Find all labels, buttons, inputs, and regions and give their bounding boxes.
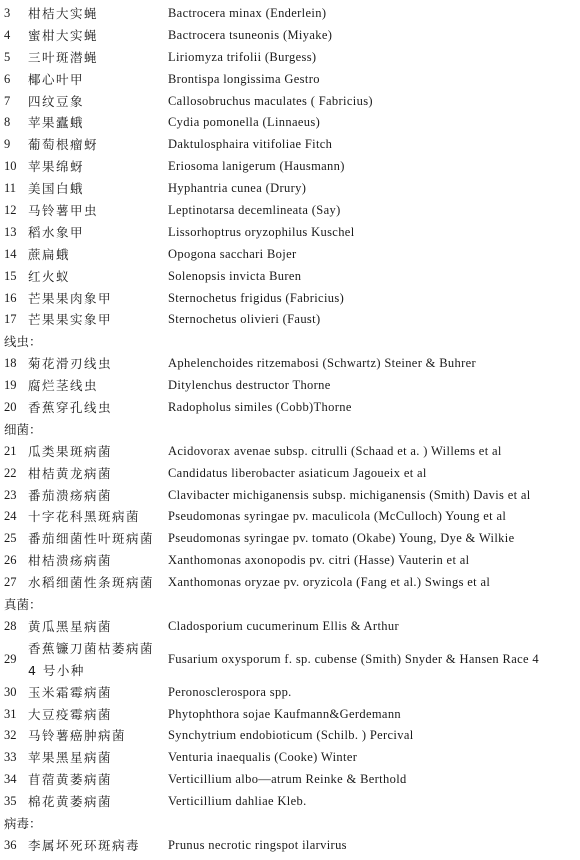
chinese-name: 柑桔溃疡病菌 (28, 553, 113, 569)
scientific-name: Verticillium dahliae Kleb. (168, 794, 307, 809)
scientific-name: Sternochetus frigidus (Fabricius) (168, 290, 345, 305)
chinese-name: 三叶斑潜蝇 (28, 49, 99, 65)
scientific-name: Radopholus similes (Cobb)Thorne (168, 400, 352, 415)
scientific-name: Sternochetus olivieri (Faust) (168, 312, 321, 327)
scientific-name: Venturia inaequalis (Cooke) Winter (168, 750, 358, 765)
chinese-name: 番茄溃疡病菌 (28, 487, 113, 503)
list-item (0, 769, 580, 791)
list-item (0, 3, 580, 25)
item-number: 29 (4, 651, 17, 666)
list-item (0, 550, 580, 572)
item-number: 19 (4, 378, 17, 393)
scientific-name: Bactrocera minax (Enderlein) (168, 6, 327, 20)
chinese-name: 玉米霜霉病菌 (28, 684, 113, 700)
list-item (0, 178, 580, 200)
chinese-name: 腐烂茎线虫 (28, 378, 99, 394)
item-number: 11 (4, 181, 17, 196)
list-item (0, 69, 580, 91)
item-number: 23 (4, 487, 17, 502)
scientific-name: Xanthomonas oryzae pv. oryzicola (Fang et al.) Swings et al (168, 575, 491, 590)
list-item (0, 156, 580, 178)
list-item (0, 375, 580, 397)
list-item (0, 134, 580, 156)
chinese-name: 蔗扁蛾 (28, 246, 71, 262)
list-item (0, 485, 580, 507)
scientific-name: Prunus necrotic ringspot ilarvirus (168, 837, 347, 852)
list-item (0, 441, 580, 463)
list-item (0, 353, 580, 375)
item-number: 18 (4, 356, 17, 371)
item-number: 26 (4, 553, 17, 568)
chinese-name: 马铃薯甲虫 (28, 203, 99, 219)
item-number: 4 (4, 27, 11, 42)
list-item (0, 835, 580, 857)
scientific-name: Ditylenchus destructor Thorne (168, 378, 331, 393)
section-heading-fungi: 真菌： (4, 597, 42, 613)
chinese-name: 柑桔黄龙病菌 (28, 465, 113, 481)
item-number: 12 (4, 203, 17, 218)
item-number: 15 (4, 268, 17, 283)
scientific-name: Opogona sacchari Bojer (168, 246, 297, 261)
list-item (0, 616, 580, 638)
chinese-name: 李属坏死环斑病毒 (28, 837, 141, 853)
scientific-name: Leptinotarsa decemlineata (Say) (168, 203, 341, 218)
scientific-name: Solenopsis invicta Buren (168, 268, 302, 283)
scientific-name: Synchytrium endobioticum (Schilb. ) Percival (168, 728, 414, 743)
scientific-name: Phytophthora sojae Kaufmann&Gerdemann (168, 706, 402, 721)
list-item (0, 791, 580, 813)
chinese-name: 苹果黑星病菌 (28, 750, 113, 766)
chinese-name: 马铃薯癌肿病菌 (28, 728, 127, 744)
chinese-name: 红火蚁 (28, 268, 71, 284)
list-item (0, 266, 580, 288)
chinese-name: 十字花科黑斑病菌 (28, 509, 141, 525)
chinese-name: 黄瓜黑星病菌 (28, 618, 113, 634)
scientific-name: Aphelenchoides ritzemabosi (Schwartz) Steiner & Buhrer (168, 356, 477, 371)
scientific-name: Pseudomonas syringae pv. maculicola (McCulloch) Young et al (168, 509, 507, 524)
item-number: 34 (4, 772, 17, 787)
item-number: 10 (4, 159, 17, 174)
list-item (0, 463, 580, 485)
chinese-name: 苹果蠹蛾 (28, 115, 85, 131)
chinese-name-line: 4 号小种 (28, 662, 85, 678)
scientific-name: Cladosporium cucumerinum Ellis & Arthur (168, 618, 399, 633)
scientific-name: Bactrocera tsuneonis (Miyake) (168, 27, 333, 42)
chinese-name: 葡萄根瘤蚜 (28, 137, 99, 153)
chinese-name: 稻水象甲 (28, 224, 85, 240)
scientific-name: Clavibacter michiganensis subsp. michiganensis (Smith) Davis et al (168, 487, 531, 502)
item-number: 16 (4, 290, 17, 305)
chinese-name: 苹果绵蚜 (28, 159, 85, 175)
item-number: 33 (4, 750, 17, 765)
scientific-name: Eriosoma lanigerum (Hausmann) (168, 159, 345, 174)
chinese-name: 美国白蛾 (28, 181, 85, 197)
scientific-name: Cydia pomonella (Linnaeus) (168, 115, 321, 130)
item-number: 7 (4, 93, 11, 108)
chinese-name-line: 香蕉镰刀菌枯萎病菌 (28, 640, 155, 656)
chinese-name: 棉花黄萎病菌 (28, 794, 113, 810)
section-heading-bacteria: 细菌： (4, 421, 42, 437)
chinese-name (28, 638, 154, 682)
list-item (0, 288, 580, 310)
scientific-name: Pseudomonas syringae pv. tomato (Okabe) Young, Dye & Wilkie (168, 531, 515, 546)
list-item (0, 638, 580, 682)
list-item (0, 704, 580, 726)
chinese-name: 椰心叶甲 (28, 71, 85, 87)
item-number: 27 (4, 575, 17, 590)
list-item (0, 200, 580, 222)
chinese-name: 芒果果实象甲 (28, 312, 113, 328)
list-item (0, 47, 580, 69)
item-number: 36 (4, 837, 17, 852)
item-number: 6 (4, 71, 11, 86)
item-number: 30 (4, 684, 17, 699)
chinese-name: 香蕉穿孔线虫 (28, 400, 113, 416)
list-item (0, 747, 580, 769)
scientific-name: Verticillium albo—atrum Reinke & Berthold (168, 772, 407, 787)
list-item (0, 112, 580, 134)
chinese-name: 水稻细菌性条斑病菌 (28, 575, 155, 591)
item-number: 8 (4, 115, 11, 130)
scientific-name: Hyphantria cunea (Drury) (168, 181, 307, 196)
item-number: 28 (4, 618, 17, 633)
list-item (0, 397, 580, 419)
item-number: 35 (4, 794, 17, 809)
item-number: 25 (4, 531, 17, 546)
scientific-name: Brontispa longissima Gestro (168, 71, 320, 86)
list-item (0, 572, 580, 594)
list-item (0, 25, 580, 47)
item-number: 21 (4, 443, 17, 458)
list-item (0, 91, 580, 113)
chinese-name: 柑桔大实蝇 (28, 6, 99, 21)
scientific-name: Lissorhoptrus oryzophilus Kuschel (168, 224, 355, 239)
item-number: 24 (4, 509, 17, 524)
scientific-name: Liriomyza trifolii (Burgess) (168, 49, 317, 64)
list-item (0, 725, 580, 747)
chinese-name: 瓜类果斑病菌 (28, 443, 113, 459)
item-number: 32 (4, 728, 17, 743)
list-item (0, 244, 580, 266)
item-number: 13 (4, 224, 17, 239)
chinese-name: 蜜柑大实蝇 (28, 27, 99, 43)
item-number: 31 (4, 706, 17, 721)
list-item (0, 309, 580, 331)
item-number: 3 (4, 6, 11, 20)
item-number: 22 (4, 465, 17, 480)
scientific-name: Fusarium oxysporum f. sp. cubense (Smith) Snyder & Hansen Race 4 (168, 651, 539, 666)
list-item (0, 682, 580, 704)
item-number: 9 (4, 137, 11, 152)
chinese-name: 芒果果肉象甲 (28, 290, 113, 306)
chinese-name: 四纹豆象 (28, 93, 85, 109)
list-item (0, 528, 580, 550)
scientific-name: Acidovorax avenae subsp. citrulli (Schaad et a. ) Willems et al (168, 443, 502, 458)
item-number: 5 (4, 49, 11, 64)
chinese-name: 番茄细菌性叶斑病菌 (28, 531, 155, 547)
chinese-name: 大豆疫霉病菌 (28, 706, 113, 722)
chinese-name: 苜蓿黄萎病菌 (28, 772, 113, 788)
scientific-name: Xanthomonas axonopodis pv. citri (Hasse) Vauterin et al (168, 553, 470, 568)
list-item (0, 222, 580, 244)
scientific-name: Candidatus liberobacter asiaticum Jagoueix et al (168, 465, 427, 480)
section-heading-nematodes: 线虫： (4, 334, 42, 350)
scientific-name: Daktulosphaira vitifoliae Fitch (168, 137, 333, 152)
scientific-name: Callosobruchus maculates ( Fabricius) (168, 93, 373, 108)
item-number: 17 (4, 312, 17, 327)
item-number: 20 (4, 400, 17, 415)
chinese-name: 菊花滑刃线虫 (28, 356, 113, 372)
section-heading-viruses: 病毒： (4, 815, 42, 831)
item-number: 14 (4, 246, 17, 261)
scientific-name: Peronosclerospora spp. (168, 684, 292, 699)
list-item (0, 506, 580, 528)
